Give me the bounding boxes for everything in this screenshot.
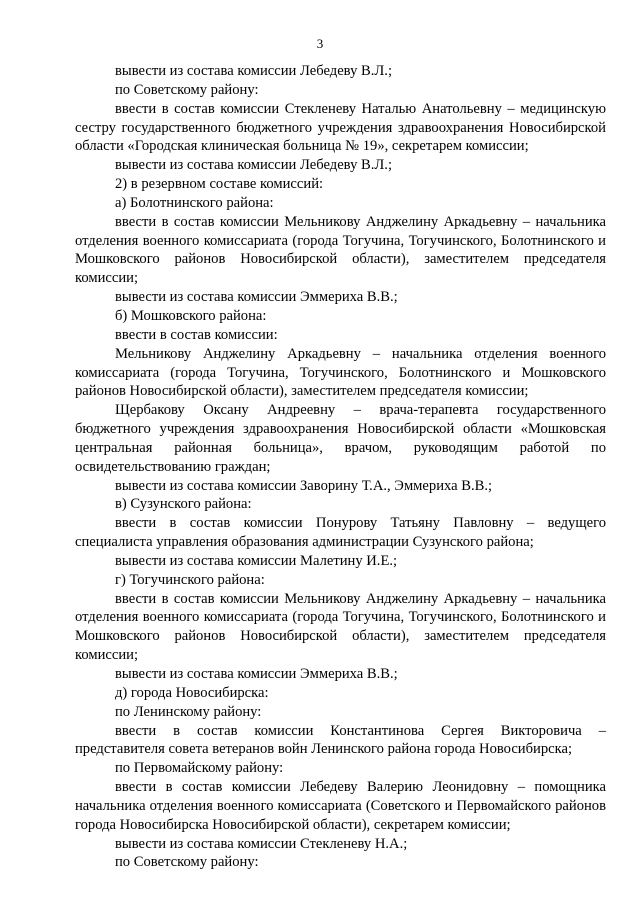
paragraph: ввести в состав комиссии Константинова Сергея Викторовича – представителя совета ветеранов войн Ленинского района города Новосибирска;	[75, 722, 606, 758]
paragraph: по Советскому району:	[115, 81, 259, 98]
paragraph: вывести из состава комиссии Малетину И.Е.;	[115, 552, 398, 569]
paragraph: г) Тогучинского района:	[115, 571, 265, 588]
page-number: 3	[316, 36, 324, 51]
paragraph: ввести в состав комиссии Мельникову Анджелину Аркадьевну – начальника отделения военного комиссариата (города Тогучина, Тогучинского, Болотнинского и Мошковского районов Новосибирской области), заместителем председателя комиссии;	[75, 590, 606, 664]
paragraph: вывести из состава комиссии Лебедеву В.Л.;	[115, 157, 393, 174]
paragraph: вывести из состава комиссии Стекленеву Н.А.;	[115, 835, 408, 852]
paragraph: вывести из состава комиссии Лебедеву В.Л.;	[115, 63, 393, 79]
paragraph: Мельникову Анджелину Аркадьевну – начальника отделения военного комиссариата (города Тогучина, Тогучинского, Болотнинского и Мошковского районов Новосибирской области), заместителем председателя комиссии;	[75, 345, 606, 400]
paragraph: в) Сузунского района:	[115, 496, 252, 513]
paragraph: ввести в состав комиссии Стекленеву Наталью Анатольевну – медицинскую сестру государственного бюджетного учреждения здравоохранения Новосибирской области «Городская клиническая больница № 19», секретарем комиссии;	[75, 100, 606, 155]
paragraph: ввести в состав комиссии Мельникову Анджелину Аркадьевну – начальника отделения военного комиссариата (города Тогучина, Тогучинского, Болотнинского и Мошковского районов Новосибирской области), заместителем председателя комиссии;	[75, 213, 606, 287]
paragraph: ввести в состав комиссии Лебедеву Валерию Леонидовну – помощника начальника отделения военного комиссариата (Советского и Первомайского районов города Новосибирска Новосибирской области), секретарем комиссии;	[75, 779, 606, 833]
document-body	[75, 62, 606, 872]
paragraph: по Первомайскому району:	[115, 760, 284, 777]
paragraph: по Советскому району:	[115, 854, 259, 871]
paragraph: вывести из состава комиссии Заворину Т.А., Эммериха В.В.;	[115, 477, 493, 494]
paragraph: вывести из состава комиссии Эммериха В.В.;	[115, 289, 398, 306]
paragraph: вывести из состава комиссии Эммериха В.В.;	[115, 666, 398, 682]
paragraph: Щербакову Оксану Андреевну – врача-терапевта государственного бюджетного учреждения здравоохранения Новосибирской области «Мошковская центральная районная больница», врачом, руководящим работой по освидетельствованию граждан;	[75, 402, 606, 475]
paragraph: по Ленинскому району:	[115, 703, 262, 720]
paragraph: б) Мошковского района:	[115, 307, 267, 324]
paragraph: ввести в состав комиссии:	[115, 326, 278, 343]
paragraph: д) города Новосибирска:	[115, 684, 269, 701]
paragraph: 2) в резервном составе комиссий:	[115, 176, 324, 193]
paragraph: а) Болотнинского района:	[115, 194, 274, 211]
paragraph: ввести в состав комиссии Понурову Татьяну Павловну – ведущего специалиста управления образования администрации Сузунского района;	[75, 515, 606, 551]
